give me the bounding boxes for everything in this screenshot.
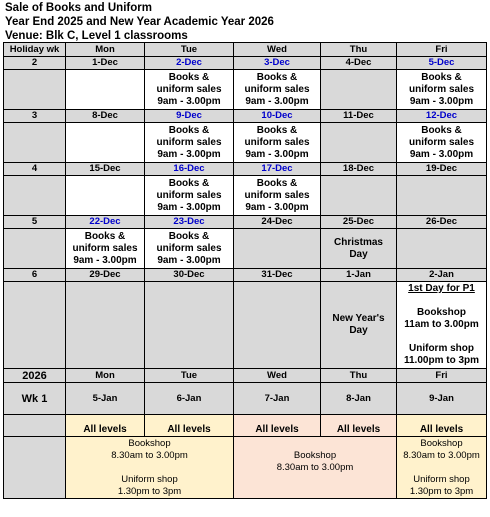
day-header: Mon (66, 369, 145, 383)
sale-line: uniform sales (156, 136, 222, 148)
bookshop-label: Bookshop (293, 450, 337, 461)
day-header: Tue (145, 369, 234, 383)
date-cell: 5-Jan (66, 383, 145, 415)
sale-hours: 9am - 3.00pm (409, 148, 474, 160)
empty-cell (4, 415, 66, 437)
year-label: 2026 (4, 369, 66, 383)
levels-cell: All levels (145, 415, 234, 437)
empty-cell (66, 70, 145, 110)
week-3-date-row (4, 110, 487, 123)
date-cell: 16-Dec (145, 163, 234, 176)
date-cell: 8-Dec (66, 110, 145, 123)
sale-line: uniform sales (72, 242, 138, 254)
date-cell: 1-Dec (66, 57, 145, 70)
week-6-date-row (4, 269, 487, 282)
date-cell: 11-Dec (321, 110, 397, 123)
venue-line: Venue: Blk C, Level 1 classrooms (5, 30, 188, 42)
week-number: 3 (4, 110, 66, 123)
uniform-shop-label: Uniform shop (409, 343, 474, 354)
date-cell: 22-Dec (66, 216, 145, 229)
week-6-event-row (4, 282, 487, 369)
day-header: Fri (397, 369, 487, 383)
col-header-tue: Tue (145, 43, 234, 57)
date-cell: 30-Dec (145, 269, 234, 282)
sale-cell (66, 229, 145, 269)
uniform-shop-hours: 11.00pm to 3pm (403, 355, 480, 366)
date-cell: 7-Jan (234, 383, 321, 415)
week-2-date-row (4, 57, 487, 70)
sale-line: Books & (168, 230, 210, 242)
week-4-date-row (4, 163, 487, 176)
date-cell: 17-Dec (234, 163, 321, 176)
empty-cell (66, 282, 145, 369)
empty-cell (4, 229, 66, 269)
day-header: Thu (321, 369, 397, 383)
empty-cell (4, 123, 66, 163)
sale-line: Books & (256, 71, 298, 83)
sale-cell (145, 70, 234, 110)
date-cell: 26-Dec (397, 216, 487, 229)
date-cell: 23-Dec (145, 216, 234, 229)
empty-cell (234, 282, 321, 369)
date-cell: 25-Dec (321, 216, 397, 229)
sale-line: uniform sales (408, 83, 475, 95)
p1-first-day-cell (397, 282, 487, 369)
day-header: Wed (234, 369, 321, 383)
fri-shop-cell (397, 437, 487, 499)
week-5-event-row (4, 229, 487, 269)
empty-cell (321, 123, 397, 163)
sale-hours: 9am - 3.00pm (157, 254, 221, 266)
date-cell: 2-Dec (145, 57, 234, 70)
bookshop-hours: 8.30am to 3.00pm (403, 450, 480, 461)
wed-thu-shop-cell (234, 437, 397, 499)
sale-hours: 9am - 3.00pm (245, 201, 309, 213)
uniform-shop-label: Uniform shop (413, 474, 470, 485)
empty-cell (4, 176, 66, 216)
levels-row (4, 415, 487, 437)
week-4-event-row (4, 176, 487, 216)
sale-line: uniform sales (156, 83, 222, 95)
holiday-label: Day (349, 325, 368, 336)
holiday-cell (321, 282, 397, 369)
sale-line: uniform sales (244, 136, 310, 148)
uniform-shop-hours: 1.30pm to 3pm (117, 486, 182, 497)
document-subtitle: Year End 2025 and New Year Academic Year 2026 (5, 16, 274, 28)
week-5-date-row (4, 216, 487, 229)
date-cell: 5-Dec (397, 57, 487, 70)
week-number: 4 (4, 163, 66, 176)
sale-hours: 9am - 3.00pm (157, 95, 221, 107)
date-cell: 19-Dec (397, 163, 487, 176)
date-cell: 6-Jan (145, 383, 234, 415)
sale-line: Books & (84, 230, 126, 242)
holiday-label: Day (349, 248, 368, 260)
uniform-shop-label: Uniform shop (121, 474, 178, 485)
header-row (4, 43, 487, 57)
date-cell: 24-Dec (234, 216, 321, 229)
uniform-shop-hours: 1.30pm to 3pm (409, 486, 474, 497)
sale-cell (234, 70, 321, 110)
levels-cell: All levels (397, 415, 487, 437)
sale-hours: 9am - 3.00pm (157, 148, 221, 160)
sale-hours: 9am - 3.00pm (245, 95, 309, 107)
mon-tue-shop-cell (66, 437, 234, 499)
sale-line: Books & (168, 177, 210, 189)
sale-line: Books & (256, 124, 298, 136)
bookshop-hours: 11am to 3.00pm (404, 319, 479, 330)
sale-line: Books & (168, 124, 210, 136)
date-cell: 31-Dec (234, 269, 321, 282)
date-cell: 9-Dec (145, 110, 234, 123)
sale-line: uniform sales (156, 189, 222, 201)
sale-cell (397, 123, 487, 163)
sale-hours: 9am - 3.00pm (157, 201, 221, 213)
first-day-p1-label: 1st Day for P1 (408, 283, 475, 294)
empty-cell (321, 70, 397, 110)
holiday-label: New Year's (332, 313, 385, 324)
date-cell: 15-Dec (66, 163, 145, 176)
date-cell: 3-Dec (234, 57, 321, 70)
week-number: 6 (4, 269, 66, 282)
date-cell: 1-Jan (321, 269, 397, 282)
sale-hours: 9am - 3.00pm (245, 148, 309, 160)
empty-cell (145, 282, 234, 369)
sale-cell (145, 123, 234, 163)
empty-cell (4, 70, 66, 110)
empty-cell (4, 282, 66, 369)
date-cell: 8-Jan (321, 383, 397, 415)
bookshop-hours: 8.30am to 3.00pm (111, 450, 188, 461)
shop-hours-row (4, 437, 487, 499)
bookshop-label: Bookshop (417, 307, 466, 318)
document-title: Sale of Books and Uniform (5, 2, 152, 14)
bookshop-label: Bookshop (128, 438, 171, 449)
sale-line: Books & (421, 124, 462, 136)
sale-cell (145, 176, 234, 216)
date-cell: 18-Dec (321, 163, 397, 176)
empty-cell (321, 176, 397, 216)
week-number: 2 (4, 57, 66, 70)
sale-line: uniform sales (244, 189, 310, 201)
sale-cell (234, 176, 321, 216)
schedule-table (3, 42, 487, 499)
date-cell: 10-Dec (234, 110, 321, 123)
sale-line: Books & (256, 177, 298, 189)
sale-line: Books & (421, 71, 462, 83)
empty-cell (66, 176, 145, 216)
holiday-label: Christmas (334, 236, 383, 248)
empty-cell (4, 437, 66, 499)
sale-cell (234, 123, 321, 163)
date-cell: 12-Dec (397, 110, 487, 123)
date-cell: 9-Jan (397, 383, 487, 415)
week-number: 5 (4, 216, 66, 229)
week-2-event-row (4, 70, 487, 110)
sale-line: Books & (168, 71, 210, 83)
week-number: Wk 1 (4, 383, 66, 415)
sale-cell (397, 70, 487, 110)
levels-cell: All levels (234, 415, 321, 437)
year-2026-header-row (4, 369, 487, 383)
date-cell: 29-Dec (66, 269, 145, 282)
col-header-fri: Fri (397, 43, 487, 57)
empty-cell (234, 229, 321, 269)
col-header-holiday-wk: Holiday wk (4, 43, 66, 57)
levels-cell: All levels (321, 415, 397, 437)
date-cell: 2-Jan (397, 269, 487, 282)
bookshop-hours: 8.30am to 3.00pm (276, 462, 354, 473)
sale-line: uniform sales (408, 136, 475, 148)
empty-cell (66, 123, 145, 163)
sale-cell (145, 229, 234, 269)
sale-hours: 9am - 3.00pm (409, 95, 474, 107)
date-cell: 4-Dec (321, 57, 397, 70)
empty-cell (397, 176, 487, 216)
col-header-mon: Mon (66, 43, 145, 57)
empty-cell (397, 229, 487, 269)
holiday-cell (321, 229, 397, 269)
col-header-wed: Wed (234, 43, 321, 57)
week-1-date-row (4, 383, 487, 415)
bookshop-label: Bookshop (420, 438, 463, 449)
col-header-thu: Thu (321, 43, 397, 57)
sale-hours: 9am - 3.00pm (73, 254, 137, 266)
sale-line: uniform sales (156, 242, 222, 254)
sale-line: uniform sales (244, 83, 310, 95)
levels-cell: All levels (66, 415, 145, 437)
week-3-event-row (4, 123, 487, 163)
